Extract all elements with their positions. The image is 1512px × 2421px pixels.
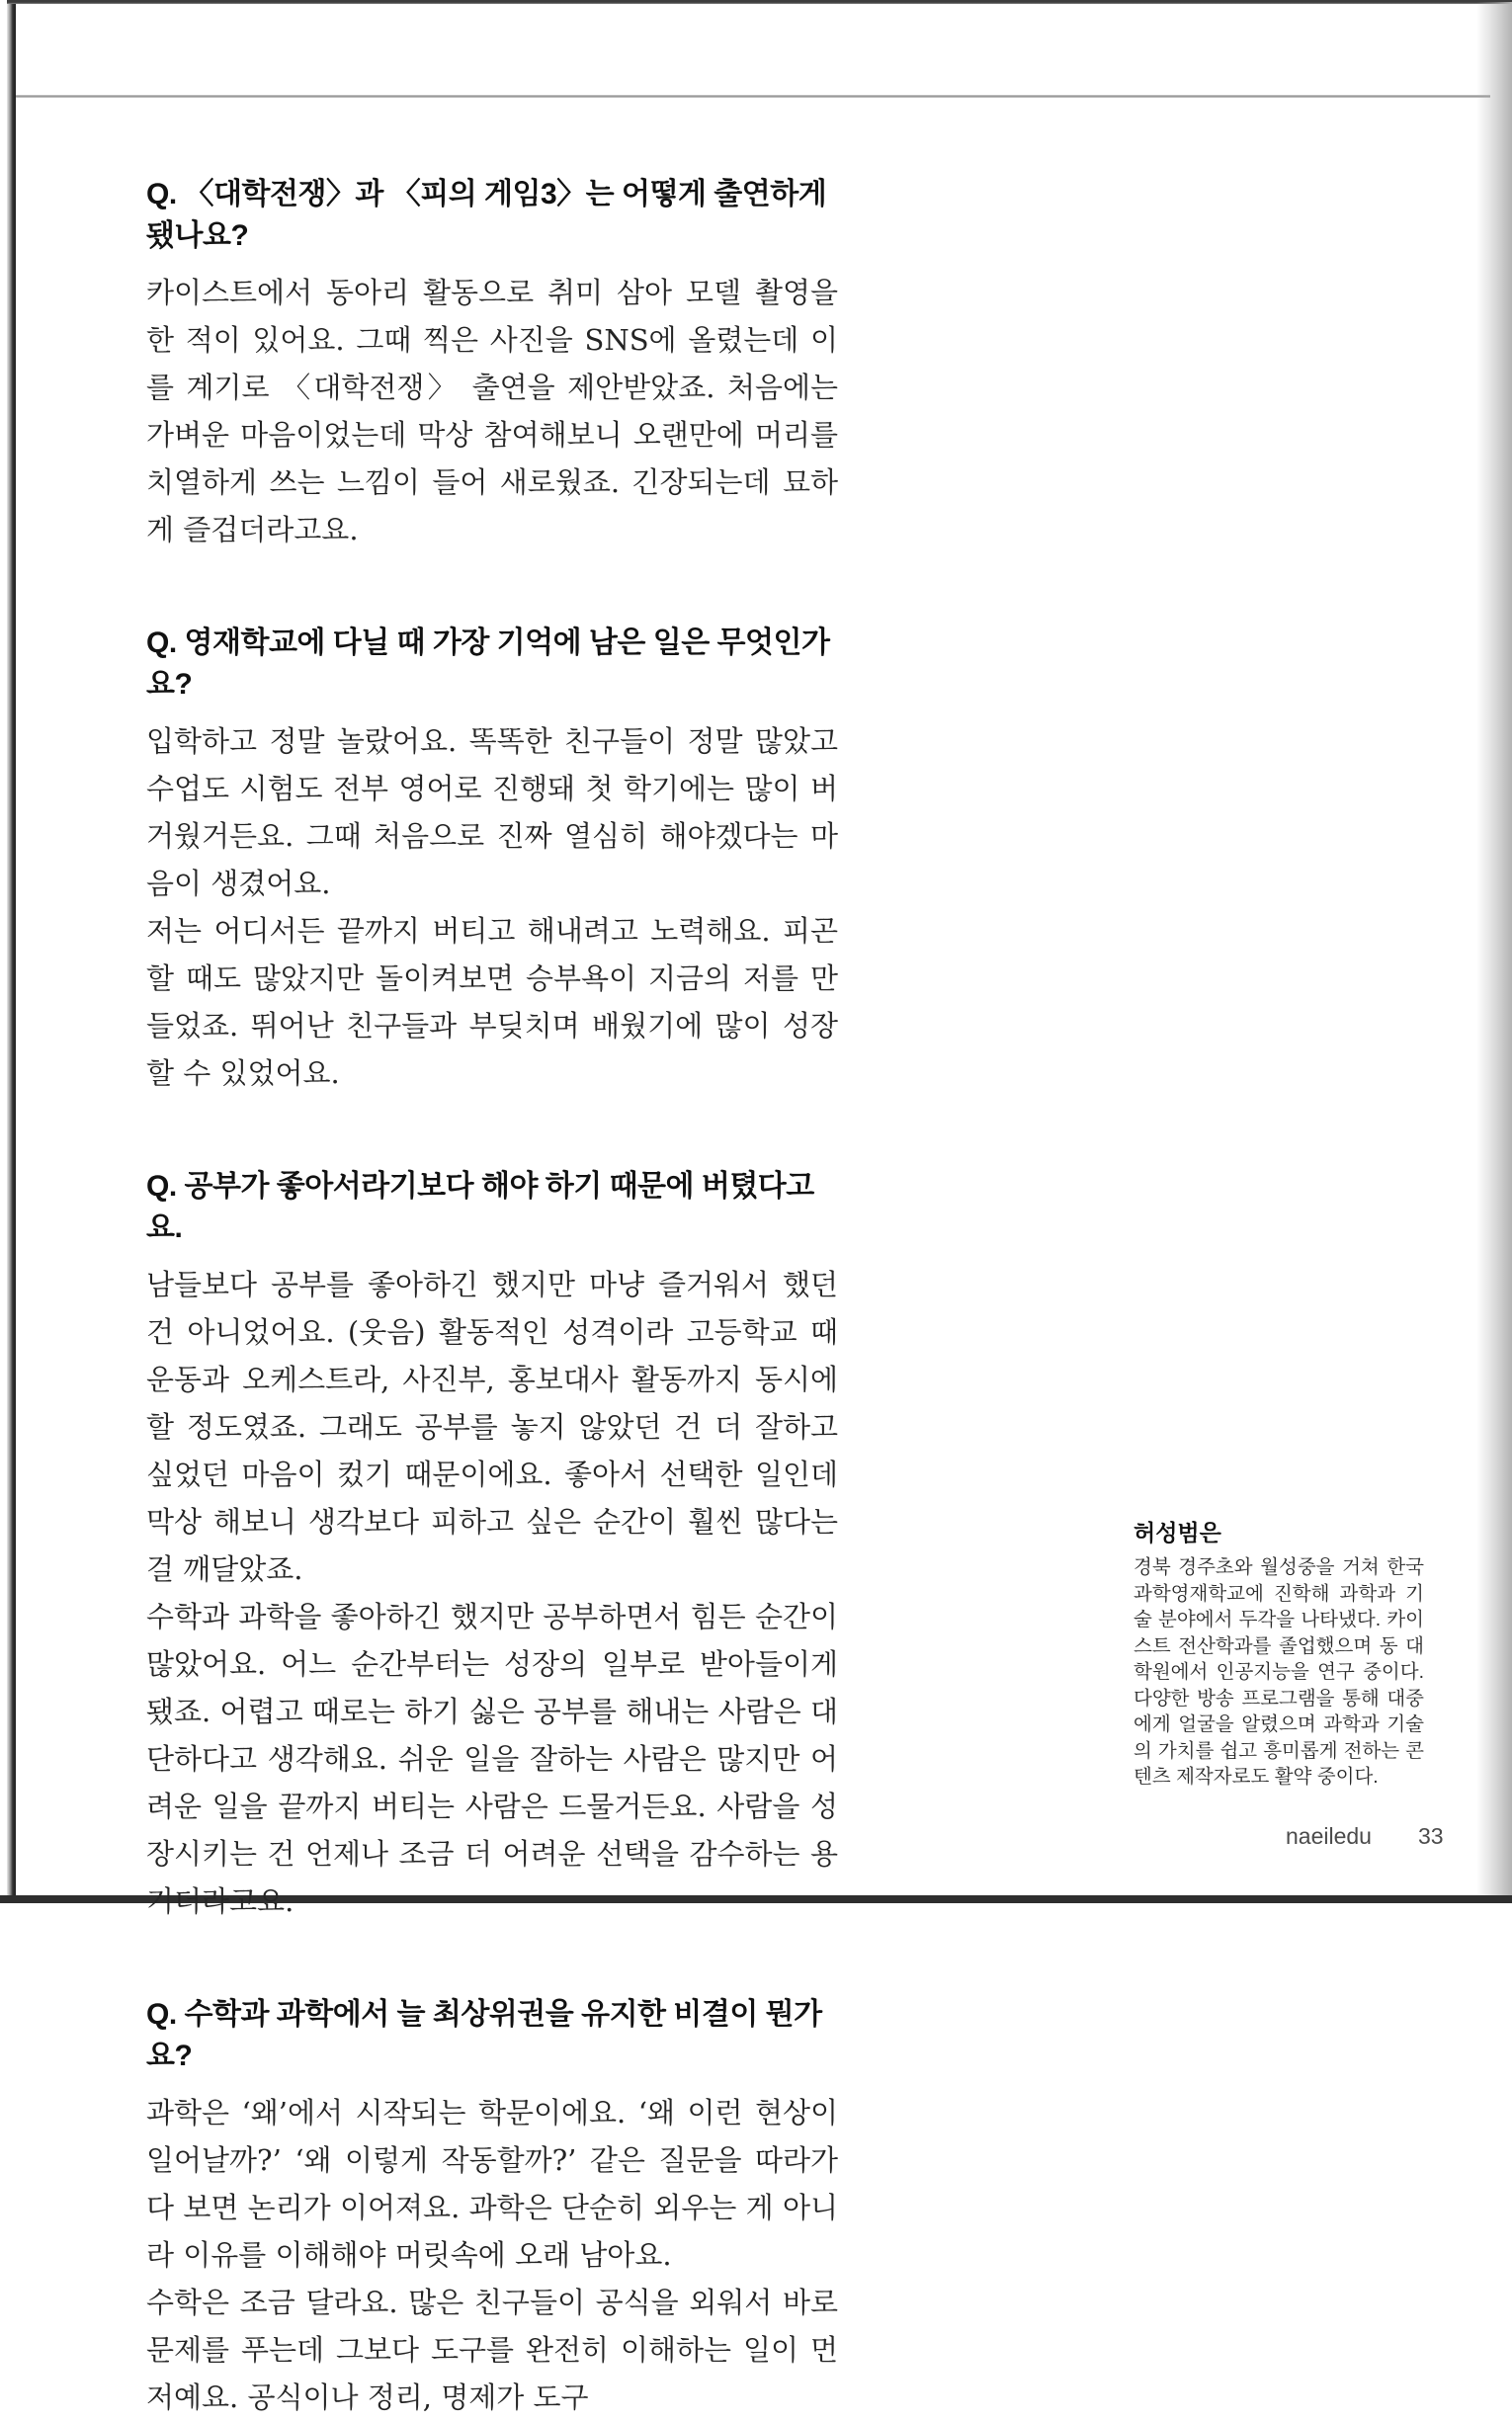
page-left-edge [7, 2, 16, 1896]
answer-paragraph: 수학은 조금 달라요. 많은 친구들이 공식을 외워서 바로 문제를 푸는데 그보다 도구를 완전히 이해하는 일이 먼저예요. 공식이나 정리, 명제가 도구 [146, 2286, 838, 2414]
answer-paragraph: 카이스트에서 동아리 활동으로 취미 삼아 모델 촬영을 한 적이 있어요. 그때 찍은 사진을 SNS에 올렸는데 이를 계기로 〈대학전쟁〉 출연을 제안받았죠. 처음에는 가벼운 마음이었는데 막상 참여해보니 오랜만에 머리를 치열하게 쓰는 느낌이 들어 새로웠죠. 긴장되는데 묘하게 즐겁더라고요. [146, 276, 838, 546]
question-heading: Q. 〈대학전쟁〉과 〈피의 게임3〉는 어떻게 출연하게 됐나요? [146, 178, 827, 252]
header-divider-rule [16, 95, 1490, 98]
question-heading: Q. 영재학교에 다닐 때 가장 기억에 남은 일은 무엇인가요? [146, 626, 830, 701]
interview-article [146, 174, 838, 2421]
answer-paragraph: 수학과 과학을 좋아하긴 했지만 공부하면서 힘든 순간이 많았어요. 어느 순간부터는 성장의 일부로 받아들이게 됐죠. 어렵고 때로는 하기 싫은 공부를 해내는 사람은 대단하다고 생각해요. 쉬운 일을 잘하는 사람은 많지만 어려운 일을 끝까지 버티는 사람은 드물거든요. 사람을 성장시키는 건 언제나 조금 더 어려운 선택을 감수하는 용기더라고요. [146, 1600, 838, 1918]
answer-paragraph: 저는 어디서든 끝까지 버티고 해내려고 노력해요. 피곤할 때도 많았지만 돌이켜보면 승부욕이 지금의 저를 만들었죠. 뛰어난 친구들과 부딪치며 배웠기에 많이 성장할 수 있었어요. [146, 914, 838, 1090]
answer-paragraph: 입학하고 정말 놀랐어요. 똑똑한 친구들이 정말 많았고 수업도 시험도 전부 영어로 진행돼 첫 학기에는 많이 버거웠거든요. 그때 처음으로 진짜 열심히 해야겠다는 마음이 생겼어요. [146, 724, 838, 900]
page-number: 33 [1417, 1823, 1444, 1849]
profile-box [1134, 1519, 1424, 1791]
qa-section-3 [146, 1166, 838, 1925]
qa-section-2 [146, 623, 838, 1097]
answer-paragraph: 남들보다 공부를 좋아하긴 했지만 마냥 즐거워서 했던 건 아니었어요. (웃음) 활동적인 성격이라 고등학교 때 운동과 오케스트라, 사진부, 홍보대사 활동까지 동시에 할 정도였죠. 그래도 공부를 놓지 않았던 건 더 잘하고 싶었던 마음이 컸기 때문이에요. 좋아서 선택한 일인데 막상 해보니 생각보다 피하고 싶은 순간이 훨씬 많다는 걸 깨달았죠. [146, 1268, 838, 1586]
page-right-shadow [1476, 2, 1512, 1896]
profile-bio-text: 경북 경주초와 월성중을 거쳐 한국과학영재학교에 진학해 과학과 기술 분야에서 두각을 나타냈다. 카이스트 전산학과를 졸업했으며 동 대학원에서 인공지능을 연구 중이다. 다양한 방송 프로그램을 통해 대중에게 얼굴을 알렸으며 과학과 기술의 가치를 쉽고 흥미롭게 전하는 콘텐츠 제작자로도 활약 중이다. [1134, 1556, 1424, 1788]
qa-section-1 [146, 174, 838, 553]
question-heading: Q. 수학과 과학에서 늘 최상위권을 유지한 비결이 뭔가요? [146, 1998, 822, 2072]
answer-paragraph: 과학은 ‘왜’에서 시작되는 학문이에요. ‘왜 이런 현상이 일어날까?’ ‘왜 이렇게 작동할까?’ 같은 질문을 따라가다 보면 논리가 이어져요. 과학은 단순히 외우는 게 아니라 이유를 이해해야 머릿속에 오래 남아요. [146, 2096, 838, 2272]
brand-name: naeiledu [1286, 1823, 1372, 1849]
qa-section-4 [146, 1994, 838, 2421]
profile-name-heading: 허성범은 [1134, 1520, 1221, 1545]
page-top-edge [7, 0, 1512, 4]
question-heading: Q. 공부가 좋아서라기보다 해야 하기 때문에 버텼다고요. [146, 1170, 814, 1244]
page-footer [1286, 1823, 1444, 1850]
